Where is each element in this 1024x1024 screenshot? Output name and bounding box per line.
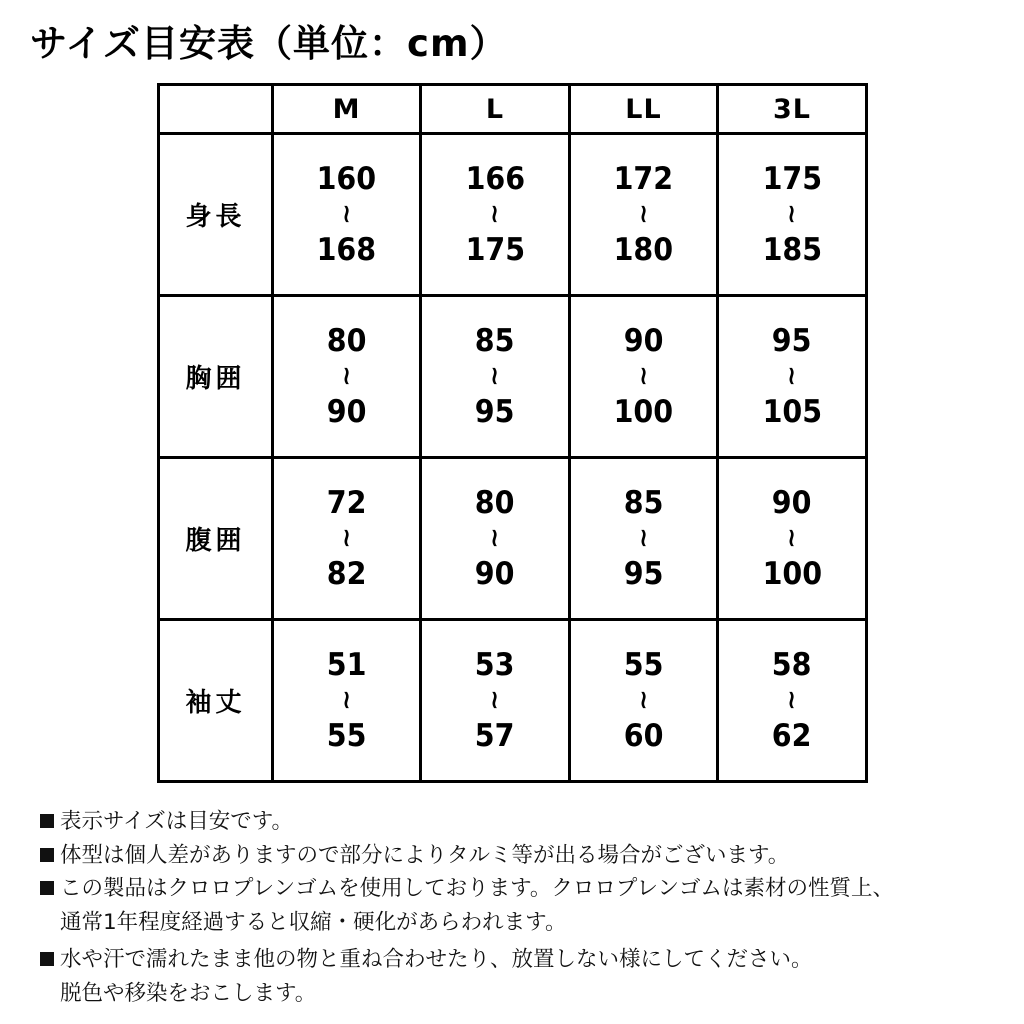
square-bullet-icon — [40, 814, 54, 828]
range-max: 105 — [762, 393, 822, 430]
table-cell — [273, 620, 421, 782]
range-max: 82 — [326, 555, 367, 592]
square-bullet-icon — [40, 881, 54, 895]
range-max: 180 — [613, 231, 674, 268]
size-chart-table — [157, 83, 868, 783]
note-text-continued: 脱色や移染をおこします。 — [60, 980, 317, 1006]
range-min: 80 — [475, 484, 515, 521]
table-cell — [718, 296, 867, 458]
note-item — [40, 943, 1000, 1010]
table-cell — [273, 458, 421, 620]
range-max: 168 — [316, 231, 377, 268]
range-min: 166 — [465, 160, 525, 197]
range-min: 51 — [326, 646, 367, 683]
range-min: 72 — [326, 484, 367, 521]
column-header-m: M — [273, 85, 421, 134]
table-cell — [570, 296, 718, 458]
table-cell — [570, 134, 718, 296]
row-label: 身長 — [159, 134, 273, 296]
range-separator: ~ — [629, 202, 657, 225]
range-separator: ~ — [778, 364, 806, 387]
range-separator: ~ — [629, 526, 657, 549]
range-max: 185 — [762, 231, 822, 268]
note-item — [40, 805, 1000, 839]
table-cell — [570, 620, 718, 782]
note-text: この製品はクロロプレンゴムを使用しております。クロロプレンゴムは素材の性質上、 — [60, 876, 894, 901]
table-header-row — [159, 85, 867, 134]
table-row-height — [159, 134, 867, 296]
note-text: 水や汗で濡れたまま他の物と重ね合わせたり、放置しない様にしてください。 — [60, 947, 813, 972]
range-min: 90 — [772, 484, 812, 521]
range-separator: ~ — [481, 526, 509, 549]
column-header-l: L — [421, 85, 570, 134]
row-label: 腹囲 — [159, 458, 273, 620]
range-separator: ~ — [332, 202, 360, 225]
range-min: 95 — [772, 322, 812, 359]
column-header-ll: LL — [570, 85, 718, 134]
range-min: 85 — [623, 484, 664, 521]
range-max: 90 — [326, 393, 367, 430]
range-separator: ~ — [481, 202, 509, 225]
range-separator: ~ — [332, 526, 360, 549]
range-min: 55 — [623, 646, 664, 683]
range-separator: ~ — [629, 364, 657, 387]
square-bullet-icon — [40, 952, 54, 966]
row-label: 胸囲 — [159, 296, 273, 458]
table-cell — [421, 458, 570, 620]
range-min: 85 — [475, 322, 515, 359]
range-separator: ~ — [778, 688, 806, 711]
range-max: 90 — [475, 555, 515, 592]
table-cell — [718, 458, 867, 620]
note-text-continued: 通常1年程度経過すると収縮・硬化があらわれます。 — [60, 909, 567, 935]
range-separator: ~ — [778, 526, 806, 549]
range-separator: ~ — [778, 202, 806, 225]
table-cell — [421, 134, 570, 296]
table-cell — [421, 620, 570, 782]
column-header-3l: 3L — [718, 85, 867, 134]
notes-list — [40, 805, 1000, 1010]
range-max: 57 — [475, 717, 515, 754]
range-max: 100 — [613, 393, 674, 430]
note-item — [40, 839, 1000, 873]
range-max: 95 — [475, 393, 515, 430]
range-max: 60 — [623, 717, 664, 754]
table-row-chest — [159, 296, 867, 458]
table-cell — [421, 296, 570, 458]
range-separator: ~ — [481, 364, 509, 387]
range-max: 55 — [326, 717, 367, 754]
corner-cell — [159, 85, 273, 134]
range-min: 53 — [475, 646, 515, 683]
table-row-sleeve — [159, 620, 867, 782]
table-cell — [273, 296, 421, 458]
range-separator: ~ — [332, 688, 360, 711]
square-bullet-icon — [40, 848, 54, 862]
row-label: 袖丈 — [159, 620, 273, 782]
range-min: 160 — [316, 160, 377, 197]
note-item — [40, 872, 1000, 939]
range-separator: ~ — [629, 688, 657, 711]
table-row-waist — [159, 458, 867, 620]
range-separator: ~ — [481, 688, 509, 711]
table-cell — [718, 620, 867, 782]
range-max: 175 — [465, 231, 525, 268]
page-title: サイズ目安表（単位：cm） — [30, 22, 508, 65]
range-min: 58 — [772, 646, 812, 683]
table-cell — [273, 134, 421, 296]
range-max: 95 — [623, 555, 664, 592]
range-min: 172 — [613, 160, 674, 197]
note-text: 体型は個人差がありますので部分によりタルミ等が出る場合がございます。 — [60, 842, 790, 868]
range-min: 90 — [623, 322, 664, 359]
range-max: 62 — [772, 717, 812, 754]
range-max: 100 — [762, 555, 822, 592]
table-cell — [570, 458, 718, 620]
range-min: 175 — [762, 160, 822, 197]
note-text: 表示サイズは目安です。 — [60, 809, 294, 834]
range-min: 80 — [326, 322, 367, 359]
range-separator: ~ — [332, 364, 360, 387]
table-cell — [718, 134, 867, 296]
